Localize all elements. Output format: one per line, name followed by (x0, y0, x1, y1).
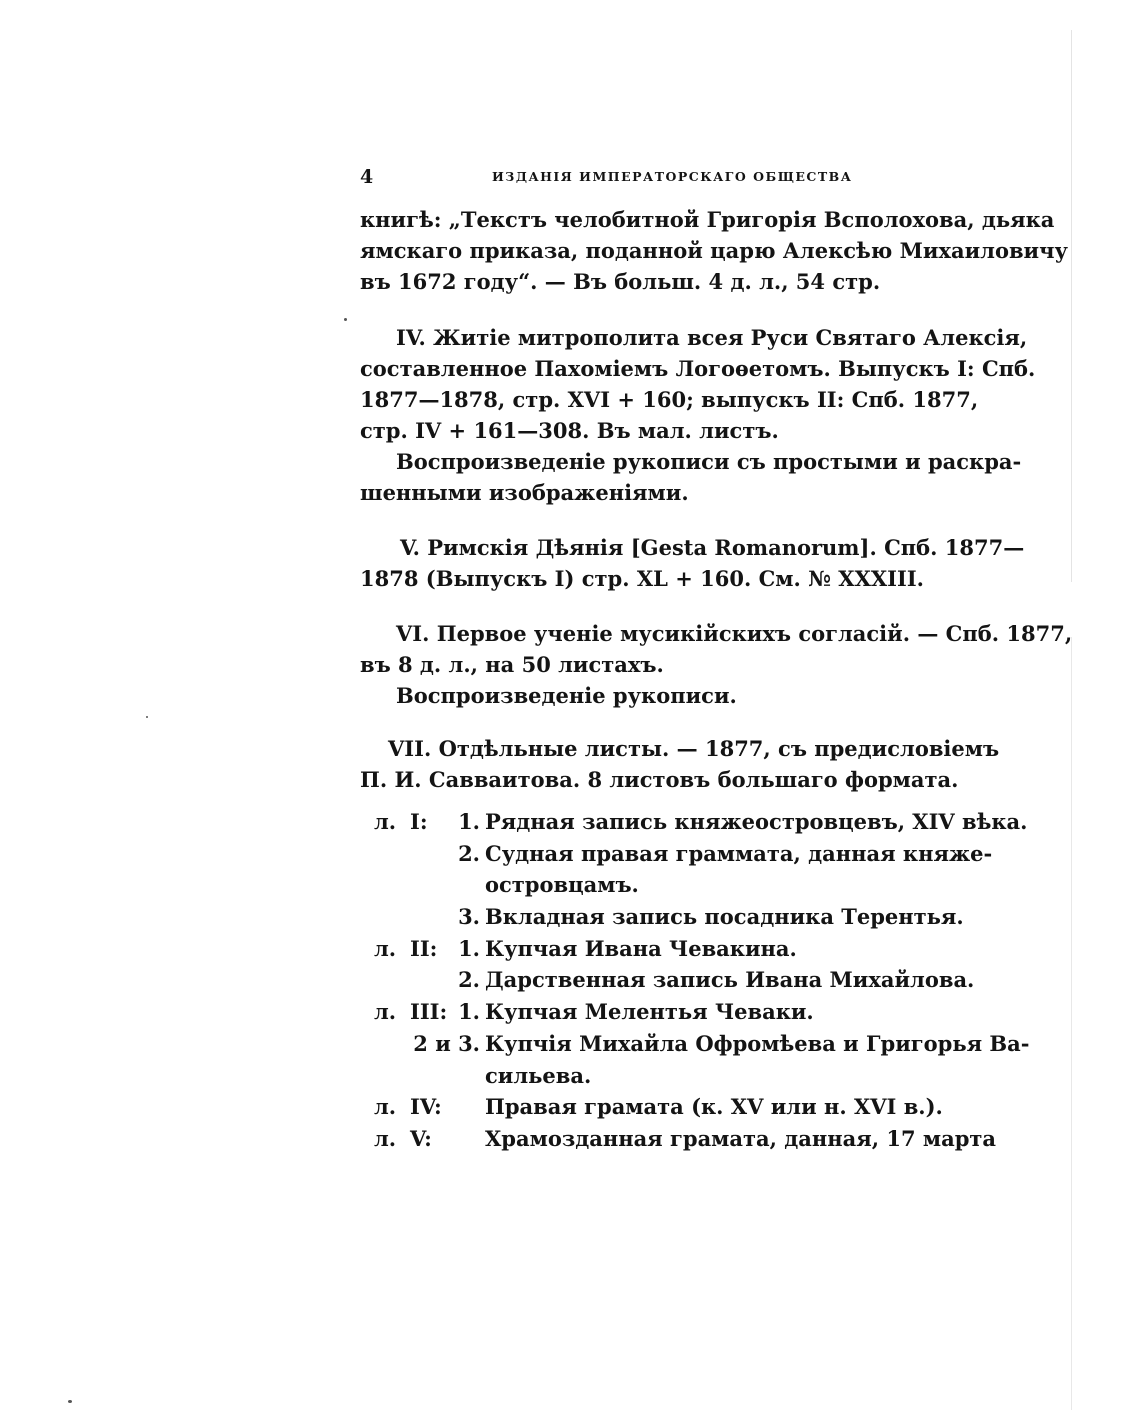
entry-number: VII. (388, 736, 432, 761)
scan-speck (68, 1400, 72, 1403)
item-index: 1. (458, 935, 480, 961)
sheet-label: л. (374, 1094, 397, 1120)
text-line: Воспроизведеніе рукописи. (396, 683, 737, 708)
entry-iv (360, 322, 1036, 508)
item-text: Дарственная запись Ивана Михайлова. (485, 967, 975, 993)
list-item (360, 806, 1028, 838)
list-item (360, 1091, 943, 1123)
list-item (360, 838, 993, 870)
text-line: 1878 (Выпускъ I) стр. XL + 160. См. № XXXIII. (360, 566, 924, 591)
entry-number: V. (400, 535, 420, 560)
list-item (360, 964, 975, 996)
text-line: составленное Пахоміемъ Логоѳетомъ. Выпускъ I: Спб. (360, 356, 1036, 381)
sheet-label: л. (374, 809, 397, 834)
list-item (360, 1060, 920, 1092)
entry-title: Римскія Дѣянія [Gesta Romanorum]. Спб. 1877— (427, 535, 1025, 560)
page-number: 4 (360, 166, 374, 188)
text-line: П. И. Савваитова. 8 листовъ большаго формата. (360, 767, 959, 792)
text-line (360, 733, 1000, 764)
sheet-list (360, 806, 1030, 1155)
entry-continuation (360, 204, 1068, 297)
item-text: Вкладная запись посадника Терентья. (485, 904, 964, 930)
entry-number: VI. (396, 621, 430, 646)
item-text: островцамъ. (485, 872, 639, 898)
text-line (360, 322, 1028, 353)
text-line: книгѣ: „Текстъ челобитной Григорія Всполохова, дьяка (360, 207, 1055, 232)
text-line: въ 1672 году“. — Въ больш. 4 д. л., 54 стр. (360, 269, 881, 294)
scan-speck (146, 716, 148, 718)
item-text: сильева. (485, 1062, 592, 1088)
entry-vi (360, 618, 1073, 711)
list-item (360, 869, 920, 901)
sheet-label: л. (374, 935, 397, 961)
list-item (360, 996, 920, 1028)
entry-title: Житіе митрополита всея Руси Святаго Алексія, (433, 325, 1028, 350)
list-item (360, 1123, 997, 1155)
text-line: ямскаго приказа, поданной царю Алексѣю Михаиловичу (360, 238, 1068, 263)
text-line (360, 532, 1025, 563)
item-text: Рядная запись княжеостровцевъ, XIV вѣка. (485, 809, 1028, 834)
entry-vii (360, 733, 1000, 795)
entry-title: Первое ученіе мусикійскихъ согласій. — Спб. 1877, (436, 621, 1073, 646)
text-line: 1877—1878, стр. XVI + 160; выпускъ II: Спб. 1877, (360, 387, 979, 412)
sheet-number: V: (410, 1125, 432, 1151)
list-item (360, 901, 964, 933)
list-item (360, 1028, 1030, 1060)
item-index: 1. (458, 809, 480, 834)
entry-v (360, 532, 1025, 594)
item-text: Купчая Ивана Чевакина. (485, 935, 797, 961)
sheet-label: л. (374, 999, 397, 1025)
running-head: ИЗДАНІЯ ИМПЕРАТОРСКАГО ОБЩЕСТВА (492, 169, 853, 184)
item-index: 1. (458, 999, 480, 1025)
page-header (360, 166, 914, 188)
item-text: Храмозданная грамата, данная, 17 марта (485, 1125, 997, 1151)
text-line: стр. IV + 161—308. Въ мал. листъ. (360, 418, 779, 443)
scan-edge-line (1071, 30, 1072, 1410)
sheet-number: III: (410, 999, 448, 1025)
item-index: 3. (458, 904, 480, 930)
entry-title: Отдѣльные листы. — 1877, съ предисловіемъ (438, 736, 1000, 761)
scan-speck (344, 318, 347, 321)
sheet-number: IV: (410, 1094, 442, 1120)
item-index: 2 и 3. (413, 1030, 480, 1056)
sheet-label: л. (374, 1125, 397, 1151)
text-line: въ 8 д. л., на 50 листахъ. (360, 652, 664, 677)
item-index: 2. (458, 967, 480, 993)
list-item (360, 933, 920, 965)
text-line (360, 618, 1073, 649)
text-line: Воспроизведеніе рукописи съ простыми и раскра- (396, 449, 1022, 474)
text-line: шенными изображеніями. (360, 480, 689, 505)
item-index: 2. (458, 840, 480, 866)
sheet-number: II: (410, 935, 438, 961)
item-text: Купчая Мелентья Чеваки. (485, 999, 814, 1025)
sheet-number: I: (410, 809, 428, 834)
item-text: Купчія Михайла Офромѣева и Григорья Ва- (485, 1030, 1030, 1056)
item-text: Судная правая граммата, данная княже- (485, 840, 993, 866)
entry-number: IV. (396, 325, 426, 350)
item-text: Правая грамата (к. XV или н. XVI в.). (485, 1094, 943, 1120)
